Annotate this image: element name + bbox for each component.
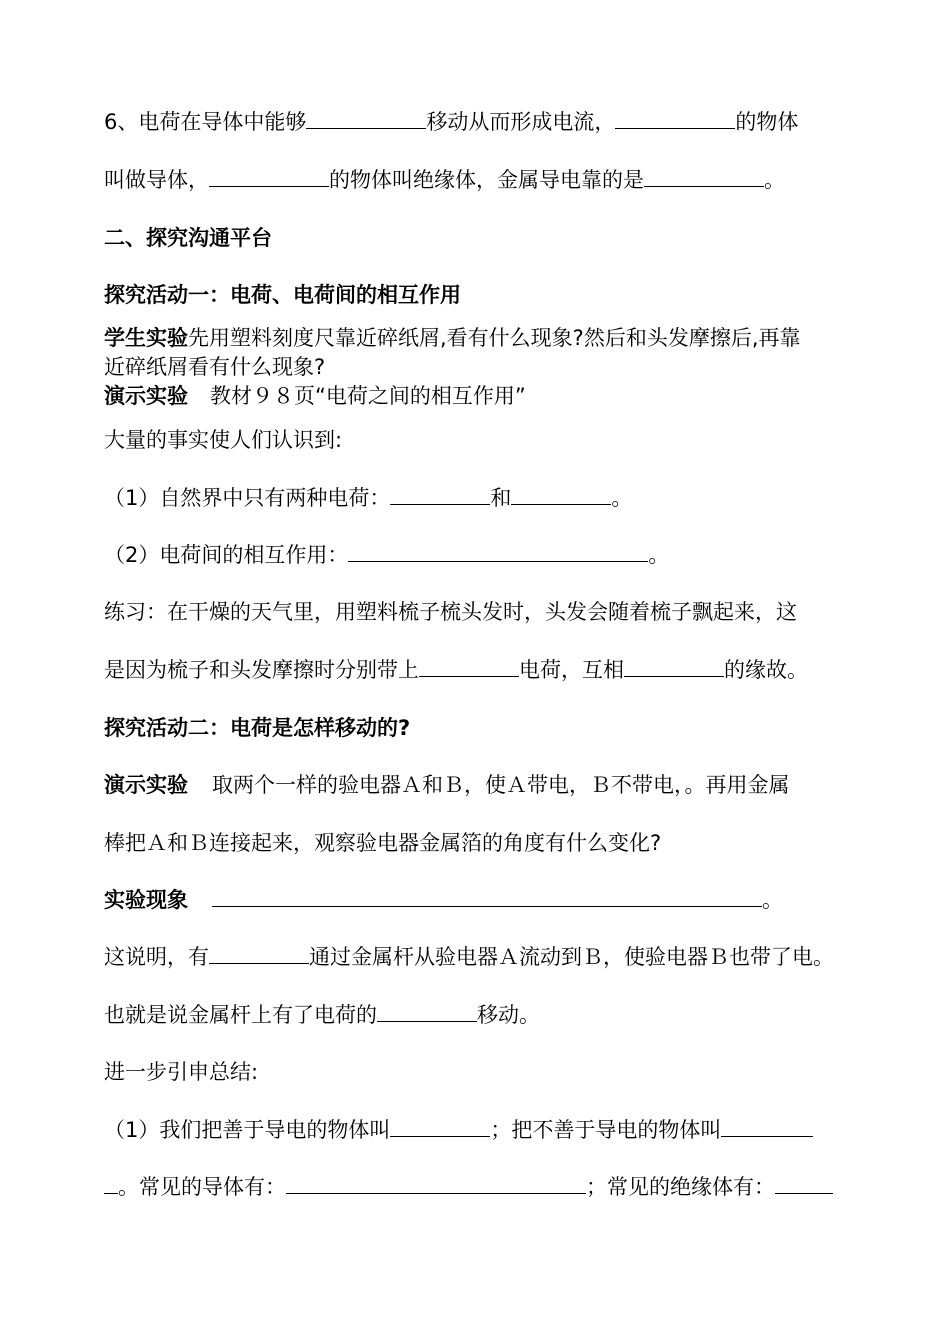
fact-item-1: （1）自然界中只有两种电荷： 和 。 — [104, 486, 633, 510]
summary-intro: 进一步引申总结: — [104, 1060, 259, 1084]
exercise-line-1: 练习：在干燥的天气里，用塑料梳子梳头发时，头发会随着梳子飘起来，这 — [104, 600, 797, 624]
phenomenon-label: 实验现象 — [104, 888, 188, 912]
facts-intro: 大量的事实使人们认识到: — [104, 428, 343, 452]
blank — [721, 1116, 813, 1137]
blank — [615, 108, 735, 129]
blank — [306, 108, 426, 129]
blank — [209, 166, 329, 187]
blank — [286, 1173, 586, 1194]
blank — [104, 1173, 118, 1194]
blank — [390, 484, 490, 505]
blank — [209, 943, 309, 964]
blank — [377, 1001, 477, 1022]
explanation-line-2: 也就是说金属杆上有了电荷的 移动。 — [104, 1003, 540, 1027]
phenomenon-line: 实验现象 。 — [104, 888, 783, 912]
q6-line-2: 叫做导体， 的物体叫绝缘体，金属导电靠的是 。 — [104, 168, 785, 192]
blank — [419, 656, 519, 677]
blank — [511, 484, 611, 505]
q6-line-1: 6、电荷在导体中能够 移动从而形成电流， 的物体 — [104, 110, 799, 134]
blank — [775, 1173, 833, 1194]
explanation-line-1: 这说明，有 通过金属杆从验电器Ａ流动到Ｂ，使验电器Ｂ也带了电。 — [104, 945, 834, 969]
blank — [624, 656, 724, 677]
student-experiment-label: 学生实验 — [104, 326, 188, 350]
demo-label: 演示实验 — [104, 384, 188, 408]
summary-item-1: （1）我们把善于导电的物体叫 ；把不善于导电的物体叫 — [104, 1116, 870, 1144]
summary-item-2: 。常见的导体有： ；常见的绝缘体有： — [104, 1173, 870, 1201]
blank — [390, 1116, 490, 1137]
demo-experiment-1: 演示实验 教材９８页“电荷之间的相互作用” — [104, 384, 526, 408]
exercise-line-2: 是因为梳子和头发摩擦时分别带上 电荷，互相 的缘故。 — [104, 658, 808, 682]
activity2-title: 探究活动二：电荷是怎样移动的? — [104, 716, 411, 740]
section-title: 二、探究沟通平台 — [104, 226, 272, 250]
fact-item-2: （2）电荷间的相互作用： 。 — [104, 543, 670, 567]
demo-experiment-2-line-2: 棒把Ａ和Ｂ连接起来，观察验电器金属箔的角度有什么变化? — [104, 831, 662, 855]
student-experiment-line-1: 学生实验先用塑料刻度尺靠近碎纸屑,看有什么现象?然后和头发摩擦后,再靠 — [104, 326, 801, 350]
blank — [212, 886, 762, 907]
blank — [348, 541, 648, 562]
activity1-title: 探究活动一：电荷、电荷间的相互作用 — [104, 283, 461, 307]
demo-label: 演示实验 — [104, 773, 188, 797]
demo-experiment-2-line-1: 演示实验 取两个一样的验电器Ａ和Ｂ，使Ａ带电，Ｂ不带电，。再用金属 — [104, 773, 790, 797]
student-experiment-line-2: 近碎纸屑看有什么现象? — [104, 355, 326, 379]
blank — [644, 166, 764, 187]
